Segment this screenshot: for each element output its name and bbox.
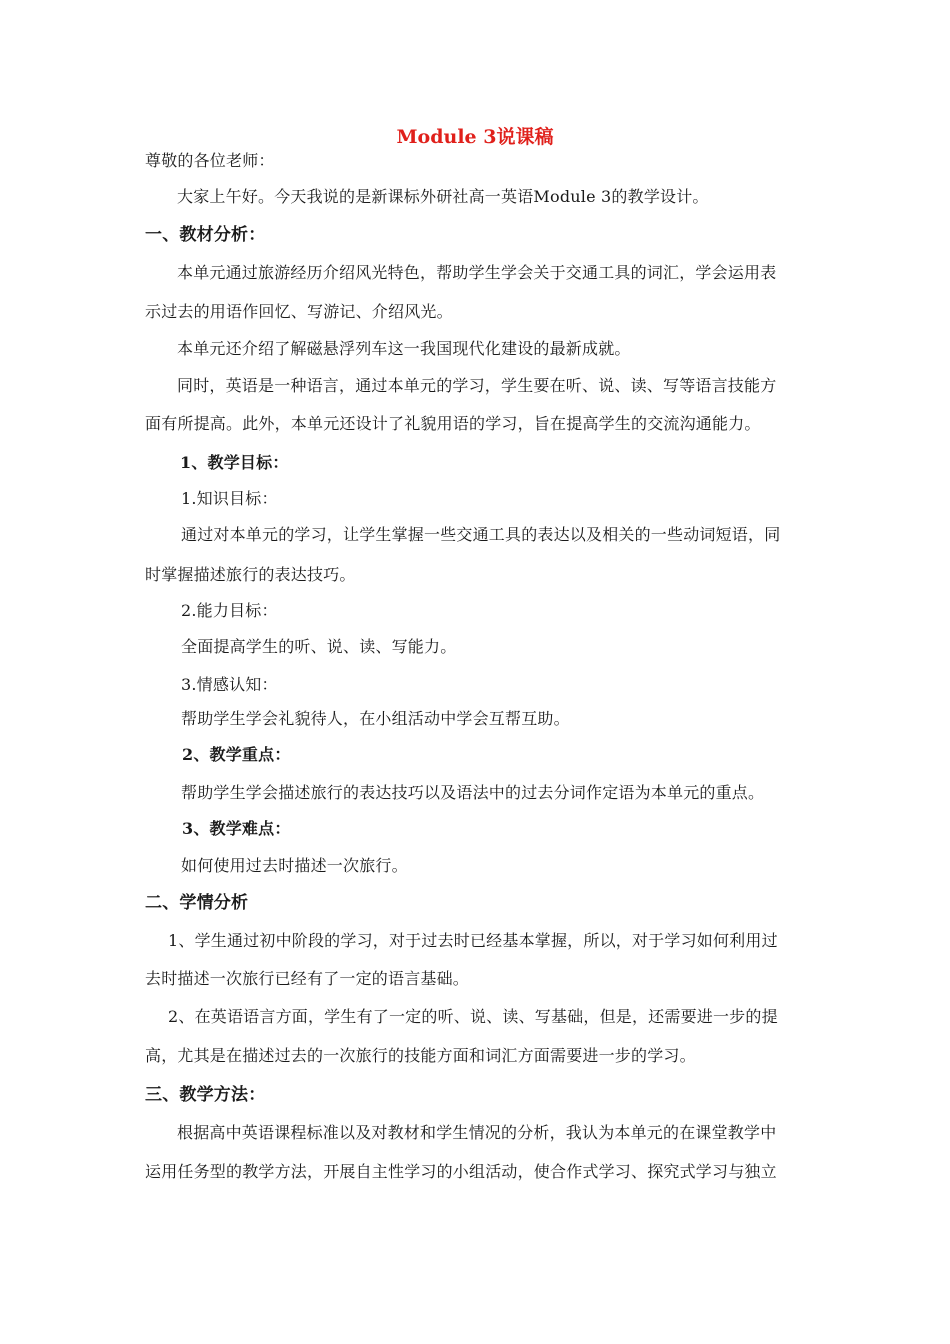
section-heading-textbook-analysis: 一、教材分析：: [145, 225, 266, 245]
page-title: Module 3说课稿: [396, 126, 554, 148]
goal-label-ability: 2.能力目标：: [181, 601, 278, 620]
subheading-teaching-goals: 1、教学目标：: [180, 453, 289, 472]
paragraph-line: 本单元还介绍了解磁悬浮列车这一我国现代化建设的最新成就。: [177, 339, 631, 358]
greeting: 尊敬的各位老师：: [145, 151, 275, 170]
subheading-key-points: 2、教学重点：: [182, 745, 291, 764]
paragraph-line: 同时，英语是一种语言，通过本单元的学习，学生要在听、说、读、写等语言技能方: [177, 376, 777, 395]
paragraph-line: 1、学生通过初中阶段的学习，对于过去时已经基本掌握，所以，对于学习如何利用过: [168, 931, 778, 950]
paragraph-line: 通过对本单元的学习，让学生掌握一些交通工具的表达以及相关的一些动词短语，同: [181, 525, 781, 544]
paragraph-line: 运用任务型的教学方法，开展自主性学习的小组活动，使合作式学习、探究式学习与独立: [145, 1162, 777, 1181]
subheading-difficulties: 3、教学难点：: [182, 819, 291, 838]
paragraph-line: 面有所提高。此外，本单元还设计了礼貌用语的学习，旨在提高学生的交流沟通能力。: [145, 414, 761, 433]
intro-paragraph: 大家上午好。今天我说的是新课标外研社高一英语Module 3的教学设计。: [177, 187, 709, 206]
goal-label-knowledge: 1.知识目标：: [181, 489, 278, 508]
paragraph-line: 示过去的用语作回忆、写游记、介绍风光。: [145, 302, 453, 321]
goal-label-emotion: 3.情感认知：: [181, 675, 278, 694]
paragraph-line: 本单元通过旅游经历介绍风光特色，帮助学生学会关于交通工具的词汇，学会运用表: [177, 263, 777, 282]
section-heading-teaching-methods: 三、教学方法：: [145, 1085, 266, 1105]
paragraph-line: 全面提高学生的听、说、读、写能力。: [181, 637, 457, 656]
paragraph-line: 如何使用过去时描述一次旅行。: [181, 856, 408, 875]
paragraph-line: 时掌握描述旅行的表达技巧。: [145, 565, 356, 584]
paragraph-line: 2、在英语语言方面，学生有了一定的听、说、读、写基础，但是，还需要进一步的提: [168, 1007, 778, 1026]
paragraph-line: 帮助学生学会礼貌待人，在小组活动中学会互帮互助。: [181, 709, 570, 728]
paragraph-line: 高，尤其是在描述过去的一次旅行的技能方面和词汇方面需要进一步的学习。: [145, 1046, 696, 1065]
paragraph-line: 去时描述一次旅行已经有了一定的语言基础。: [145, 969, 470, 988]
paragraph-line: 根据高中英语课程标准以及对教材和学生情况的分析，我认为本单元的在课堂教学中: [177, 1123, 777, 1142]
section-heading-student-analysis: 二、学情分析: [145, 893, 249, 913]
paragraph-line: 帮助学生学会描述旅行的表达技巧以及语法中的过去分词作定语为本单元的重点。: [181, 783, 765, 802]
